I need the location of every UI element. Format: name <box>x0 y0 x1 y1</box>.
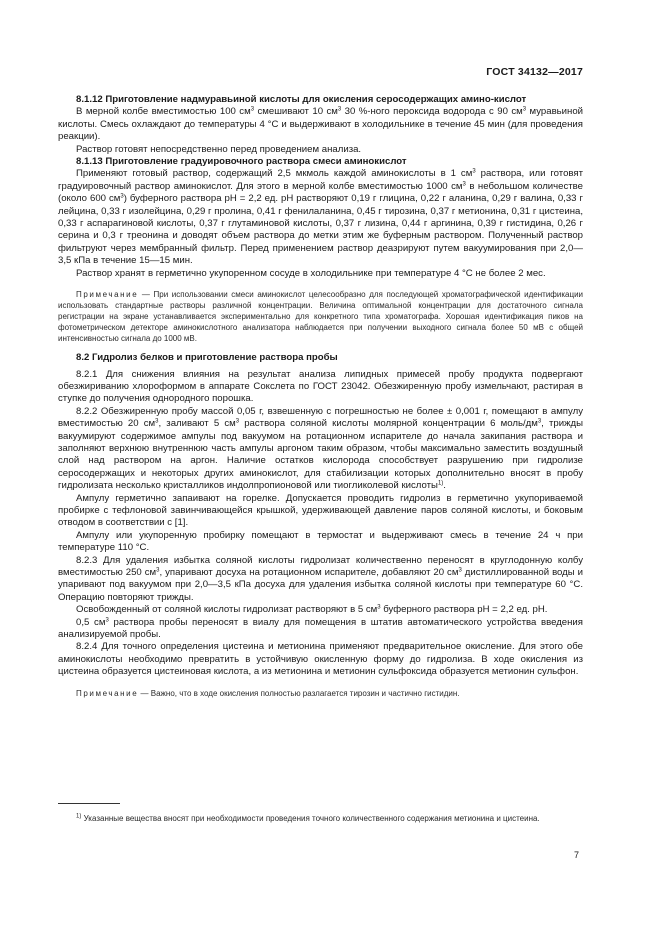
superscript: 3 <box>462 181 466 188</box>
page-number: 7 <box>573 850 579 860</box>
text-run: , заливают 5 см <box>158 418 236 430</box>
note-text: — Важно, что в ходе окисления полностью разлагается тирозин и частично гистидин. <box>138 688 460 698</box>
superscript: 3 <box>472 168 476 175</box>
paragraph: 8.2.4 Для точного определения цистеина и метионина применяют предварительное окисление. Для этого обе аминокислоты необходимо превратить в устойчивую окисленную форму до гидролиза. В ходе окисления из цистеина образуется цистеиновая кислота, а из метионина и метионин сульфоксида образуется метионин сульфон. <box>58 641 583 678</box>
note <box>58 289 583 344</box>
paragraph <box>58 617 583 642</box>
text-run: Освобожденный от соляной кислоты гидролизат растворяют в 5 см <box>76 604 378 616</box>
superscript: 3 <box>458 567 462 574</box>
superscript: 3 <box>120 193 124 200</box>
text-run: муравьиной кислоты. Смесь охлаждают до температуры 4 °С и выдерживают в холодильнике в течение 45 мин (для проведения реакции). <box>58 106 584 143</box>
text-run: 30 %-ного пероксида водорода с 90 см <box>341 106 523 118</box>
footnote-text: Указанные вещества вносят при необходимости проведения точного количественного содержания метионина и цистеина. <box>81 814 540 823</box>
document-code: ГОСТ 34132—2017 <box>486 66 583 78</box>
text-run: Применяют готовый раствор, содержащий 2,5 мкмоль каждой аминокислоты в 1 см <box>76 168 473 180</box>
text-run: В мерной колбе вместимостью 100 см <box>76 106 251 118</box>
superscript: 3 <box>377 604 381 611</box>
paragraph <box>58 406 583 493</box>
text-run: смешивают 10 см <box>254 106 338 118</box>
superscript: 3 <box>155 418 159 425</box>
main-text <box>58 94 583 707</box>
footnote-ref: 1) <box>437 480 444 487</box>
section-heading-8-1-12: 8.1.12 Приготовление надмуравьиной кислоты для окисления серосодержащих амино-кислот <box>76 94 527 105</box>
note <box>58 688 583 699</box>
text-run: ) буферного раствора pH = 2,2 ед. pH растворяют 0,19 г глицина, 0,22 г аланина, 0,29 г валина, 0,33 г лейцина, 0,33 г изолейцина, 0,29 г пролина, 0,41 г фенилаланина, 0,45 г тирозина, 0,37 г метионина, 0,31 г цистеина, 0,33 г аспарагиновой кислоты, 0,37 г глутаминовой кислоты, 0,37 г лизина, 0,44 г аргинина, 0,39 г гистидина, 0,26 г серина и 0,3 г треонина и доводят объем раствора до метки этим же буферным раствором. Полученный раствор фильтруют через мембранный фильтр. Перед применением раствор деазрируют путем вакуумирования при 2,0—3,5 кПа в течение 15—15 мин. <box>58 193 583 267</box>
paragraph: Ампулу или укупоренную пробирку помещают в термостат и выдерживают смесь в течение 24 ч при температуре 110 °С. <box>58 529 583 554</box>
text-run: 0,5 см <box>76 616 106 628</box>
superscript: 3 <box>537 418 542 425</box>
note-text: — При использовании смеси аминокислот целесообразно для последующей хроматографической идентификации использовать стандартные растворы различной концентрации. Величина оптимальной концентрации для достаточного сигнала регистрации на экране устанавливается экспериментально для конкретного типа хроматографа. Хорошая идентификация пиков на фотометрическом детекторе аминокислотного анализатора наблюдается при получении выходного сигнала более 50 мВ с общей интенсивностью сигнала до 1000 мВ. <box>58 290 583 344</box>
superscript: 3 <box>337 106 342 113</box>
footnote-mark: 1) <box>76 813 82 820</box>
footnote-divider <box>58 803 120 804</box>
text-run: буферного раствора pH = 2,2 ед. pH. <box>380 604 548 616</box>
text-run: раствора, или готовят градуировочный раствор аминокислот. Для этого в мерной колбе вместимостью 1000 см <box>58 168 583 192</box>
paragraph <box>58 168 583 267</box>
text-run: раствора пробы переносят в виалу для помещения в штатив автоматического устройства введения анализируемой пробы. <box>58 616 583 641</box>
text-run: , трижды вакуумируют содержимое ампулы под вакуумом на ротационном испарителе до начала закипания раствора и заполняют верхнюю внутреннюю часть ампулы аргоном таким образом, чтобы максимально заместить воздушный слой над раствором на аргон. Наличие остатков кислорода способствует разрушению при гидролизе серосодержащих и некоторых других аминокислот, для стабилизации которых дополнительно вносят в пробу гидролизата несколько кристалликов индолпропионовой или тиогликолевой кислоты <box>58 418 583 492</box>
paragraph <box>58 604 583 616</box>
paragraph: 8.2.1 Для снижения влияния на результат анализа липидных примесей пробу продукта подвергают обезжириванию хлороформом в аппарате Сокслета по ГОСТ 23042. Обезжиренную пробу измельчают, растирая в ступке до получения однородного порошка. <box>58 368 583 405</box>
paragraph <box>58 555 583 605</box>
text-run: , упаривают досуха на ротационном испарителе, добавляют 20 см <box>159 567 459 578</box>
superscript: 3 <box>235 418 240 425</box>
text-run: 8.2.3 Для удаления избытка соляной кислоты гидролизат количественно переносят в круглодонную колбу вместимостью 250 см <box>58 554 583 578</box>
paragraph <box>58 106 583 143</box>
section-heading-8-2: 8.2 Гидролиз белков и приготовление раствора пробы <box>76 352 338 364</box>
text-run: . <box>443 480 446 492</box>
note-label: Примечание <box>76 688 139 698</box>
text-run: в небольшом количестве (около 600 см <box>58 180 583 205</box>
superscript: 3 <box>250 106 255 113</box>
text-run: раствора соляной кислоты молярной концентрации 6 моль/дм <box>239 418 538 430</box>
paragraph: Раствор готовят непосредственно перед проведением анализа. <box>76 143 362 155</box>
footnote <box>58 813 583 825</box>
section-heading-8-1-13: 8.1.13 Приготовление градуировочного раствора смеси аминокислот <box>76 156 407 168</box>
paragraph: Ампулу герметично запаивают на горелке. Допускается проводить гидролиз в герметично укупориваемой пробирке с тефлоновой завинчивающейся крышкой, удерживающей давление паров соляной кислоты, и боковым отводом в соответствии с [1]. <box>58 492 583 529</box>
text-run: 8.2.2 Обезжиренную пробу массой 0,05 г, взвешенную с погрешностью не более ± 0,001 г, помещают в ампулу вместимостью 20 см <box>58 405 583 430</box>
superscript: 3 <box>105 617 109 624</box>
text-run: дистиллированной воды и упаривают под вакуумом при 2,0—3,5 кПа досуха для удаления избытка соляной кислоты при температуре 60 °С. Операцию повторяют трижды. <box>58 567 583 603</box>
superscript: 3 <box>522 106 527 113</box>
superscript: 3 <box>156 567 160 574</box>
paragraph: Раствор хранят в герметично укупоренном сосуде в холодильнике при температуре 4 °С не более 2 мес. <box>76 267 546 279</box>
note-label: Примечание <box>76 290 139 300</box>
